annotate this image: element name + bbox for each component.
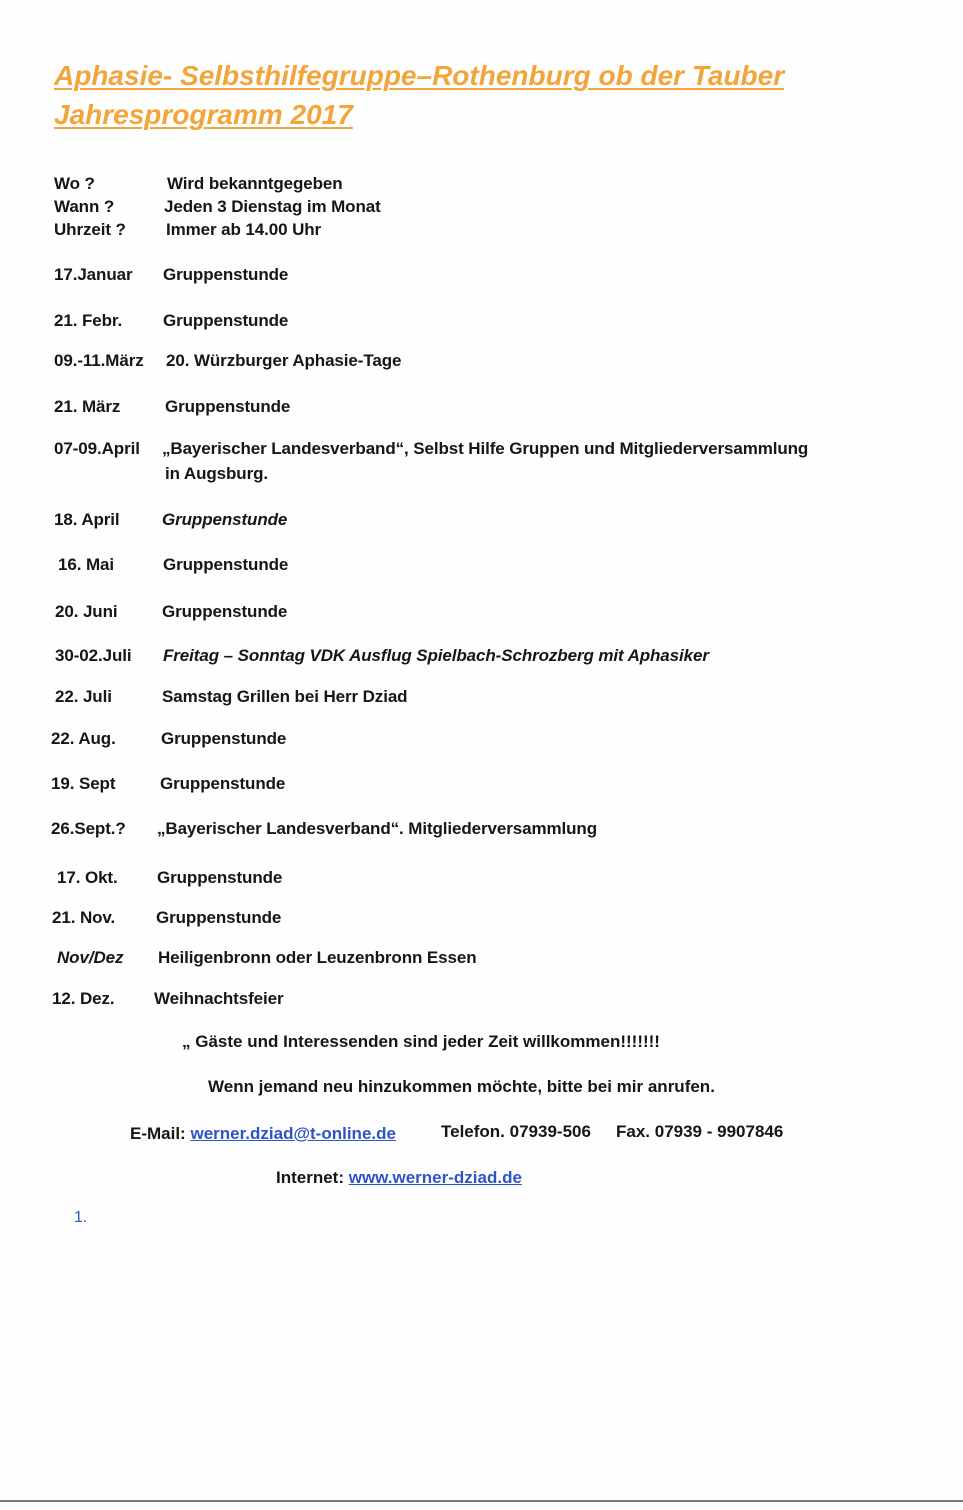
- schedule-event: 20. Würzburger Aphasie-Tage: [166, 351, 402, 370]
- schedule-event: Gruppenstunde: [162, 510, 288, 529]
- schedule-event: Freitag – Sonntag VDK Ausflug Spielbach-Schrozberg mit Aphasiker: [163, 646, 709, 665]
- email-link[interactable]: werner.dziad@t-online.de: [190, 1124, 396, 1143]
- phone-text: Telefon. 07939-506: [441, 1122, 591, 1141]
- schedule-date: 26.Sept.?: [51, 819, 126, 838]
- schedule-event: Heiligenbronn oder Leuzenbronn Essen: [158, 948, 477, 967]
- schedule-event: Gruppenstunde: [160, 774, 286, 793]
- info-value: Wird bekanntgegeben: [167, 174, 343, 193]
- schedule-date: 21. März: [54, 397, 121, 416]
- title-line-2: Jahresprogramm 2017: [54, 99, 353, 130]
- schedule-date: 18. April: [54, 510, 120, 529]
- schedule-event: Samstag Grillen bei Herr Dziad: [162, 687, 408, 706]
- schedule-date: Nov/Dez: [57, 948, 124, 967]
- schedule-date: 09.-11.März: [54, 351, 144, 370]
- schedule-date: 22. Aug.: [51, 729, 116, 748]
- schedule-date: 17.Januar: [54, 265, 133, 284]
- schedule-event: Gruppenstunde: [163, 265, 289, 284]
- internet-line: [276, 1168, 522, 1188]
- info-label: Wo ?: [54, 174, 95, 193]
- schedule-date: 19. Sept: [51, 774, 116, 793]
- schedule-date: 17. Okt.: [57, 868, 118, 887]
- schedule-event: Gruppenstunde: [161, 729, 287, 748]
- schedule-event: Weihnachtsfeier: [154, 989, 284, 1008]
- schedule-date: 20. Juni: [55, 602, 118, 621]
- page-number: 1.: [74, 1209, 88, 1226]
- info-label: Wann ?: [54, 197, 115, 216]
- call-text: Wenn jemand neu hinzukommen möchte, bitte bei mir anrufen.: [208, 1077, 715, 1096]
- schedule-date: 21. Nov.: [52, 908, 116, 927]
- schedule-event-continuation: in Augsburg.: [165, 464, 268, 483]
- schedule-date: 07-09.April: [54, 439, 140, 458]
- schedule-event: Gruppenstunde: [163, 311, 289, 330]
- email-label: E-Mail:: [130, 1124, 186, 1143]
- schedule-date: 21. Febr.: [54, 311, 123, 330]
- info-label: Uhrzeit ?: [54, 220, 126, 239]
- title-line-1: Aphasie- Selbsthilfegruppe–Rothenburg ob der Tauber: [54, 60, 785, 91]
- website-link[interactable]: www.werner-dziad.de: [348, 1168, 522, 1187]
- internet-label: Internet:: [276, 1168, 344, 1187]
- schedule-event: Gruppenstunde: [157, 868, 283, 887]
- schedule-date: 30-02.Juli: [55, 646, 132, 665]
- scan-edge-divider: [0, 1500, 963, 1502]
- info-value: Jeden 3 Dienstag im Monat: [164, 197, 381, 216]
- schedule-date: 12. Dez.: [52, 989, 115, 1008]
- info-value: Immer ab 14.00 Uhr: [166, 220, 322, 239]
- schedule-event: „Bayerischer Landesverband“, Selbst Hilfe Gruppen und Mitgliederversammlung: [162, 439, 809, 458]
- contact-line: [130, 1124, 396, 1144]
- schedule-event: Gruppenstunde: [156, 908, 282, 927]
- schedule-event: Gruppenstunde: [162, 602, 288, 621]
- schedule-date: 16. Mai: [58, 555, 114, 574]
- welcome-text: „ Gäste und Interessenden sind jeder Zeit willkommen!!!!!!!: [182, 1032, 660, 1051]
- schedule-event: „Bayerischer Landesverband“. Mitgliederversammlung: [157, 819, 597, 838]
- schedule-event: Gruppenstunde: [163, 555, 289, 574]
- fax-text: Fax. 07939 - 9907846: [616, 1122, 784, 1141]
- schedule-event: Gruppenstunde: [165, 397, 291, 416]
- schedule-date: 22. Juli: [55, 687, 112, 706]
